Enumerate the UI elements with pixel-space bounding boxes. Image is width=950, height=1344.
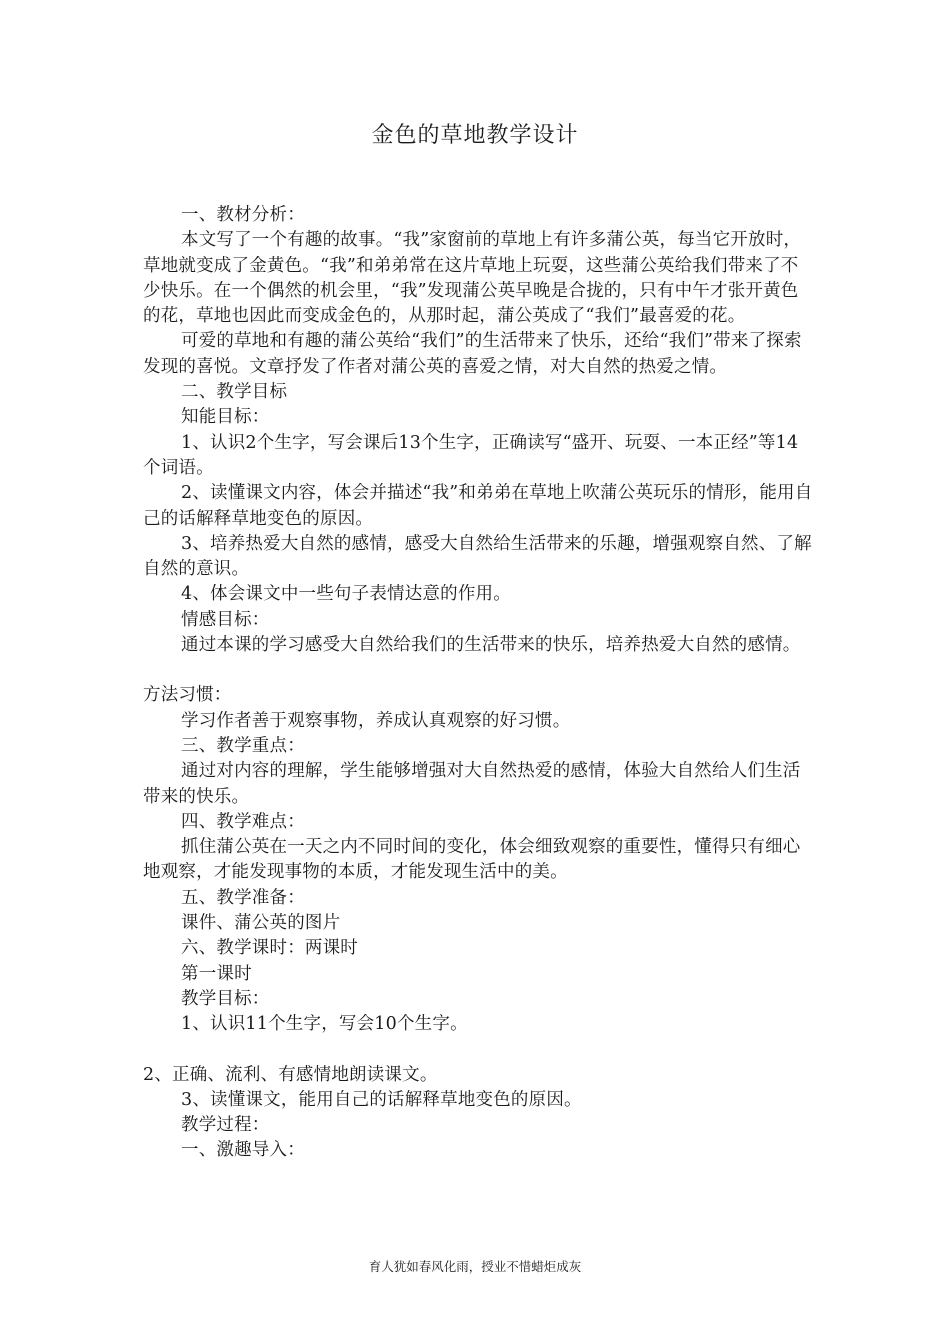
paragraph: 三、教学重点： xyxy=(181,735,305,756)
paragraph: 二、教学目标 xyxy=(181,382,288,403)
paragraph: 一、激趣导入： xyxy=(181,1140,305,1161)
paragraph: 四、教学难点： xyxy=(181,811,305,832)
paragraph: 方法习惯： xyxy=(143,685,232,706)
page-footer: 育人犹如春风化雨，授业不惜蜡炬成灰 xyxy=(368,1259,582,1274)
paragraph: 抓住蒲公英在一天之内不同时间的变化，体会细致观察的重要性，懂得只有细心地观察，才能发现事物的本质，才能发现生活中的美。 xyxy=(143,837,801,883)
paragraph: 知能目标： xyxy=(181,407,270,428)
paragraph: 一、教材分析： xyxy=(181,205,305,225)
paragraph: 4、体会课文中一些句子表情达意的作用。 xyxy=(181,584,511,605)
paragraph: 通过对内容的理解，学生能够增强对大自然热爱的感情，体验大自然给人们生活带来的快乐。 xyxy=(143,761,801,807)
paragraph: 1、认识11个生字，写会10个生字。 xyxy=(181,1014,468,1035)
paragraph: 教学目标： xyxy=(181,988,270,1009)
paragraph: 通过本课的学习感受大自然给我们的生活带来的快乐，培养热爱大自然的感情。 xyxy=(181,635,801,656)
paragraph: 第一课时 xyxy=(181,963,252,984)
paragraph: 六、教学课时：两课时 xyxy=(181,938,358,959)
paragraph: 课件、蒲公英的图片 xyxy=(181,913,341,934)
paragraph: 本文写了一个有趣的故事。“我”家窗前的草地上有许多蒲公英，每当它开放时，草地就变成了金黄色。“我”和弟弟常在这片草地上玩耍，这些蒲公英给我们带来了不少快乐。在一个偶然的机会里，“我”发现蒲公英早晚是合拢的，只有中午才张开黄色的花，草地也因此而变成金色的，从那时起，蒲公英成了“我们”最喜爱的花。 xyxy=(143,230,802,327)
paragraph: 2、正确、流利、有感情地朗读课文。 xyxy=(143,1064,438,1085)
paragraph: 情感目标： xyxy=(181,609,270,630)
paragraph: 3、培养热爱大自然的感情，感受大自然给生活带来的乐趣，增强观察自然、了解自然的意识。 xyxy=(143,533,812,580)
paragraph: 3、读懂课文，能用自己的话解释草地变色的原因。 xyxy=(181,1089,582,1110)
paragraph: 1、认识2个生字，写会课后13个生字，正确读写“盛开、玩耍、一本正经”等14个词语。 xyxy=(143,432,799,478)
document-title: 金色的草地教学设计 xyxy=(371,123,579,148)
paragraph: 教学过程： xyxy=(181,1115,270,1136)
paragraph: 五、教学准备： xyxy=(181,887,305,908)
paragraph: 学习作者善于观察事物，养成认真观察的好习惯。 xyxy=(181,710,571,731)
paragraph: 2、读懂课文内容，体会并描述“我”和弟弟在草地上吹蒲公英玩乐的情形，能用自己的话解释草地变色的原因。 xyxy=(143,483,813,529)
paragraph: 可爱的草地和有趣的蒲公英给“我们”的生活带来了快乐，还给“我们”带来了探索发现的喜悦。文章抒发了作者对蒲公英的喜爱之情，对大自然的热爱之情。 xyxy=(143,331,802,377)
document-body xyxy=(143,203,813,1164)
